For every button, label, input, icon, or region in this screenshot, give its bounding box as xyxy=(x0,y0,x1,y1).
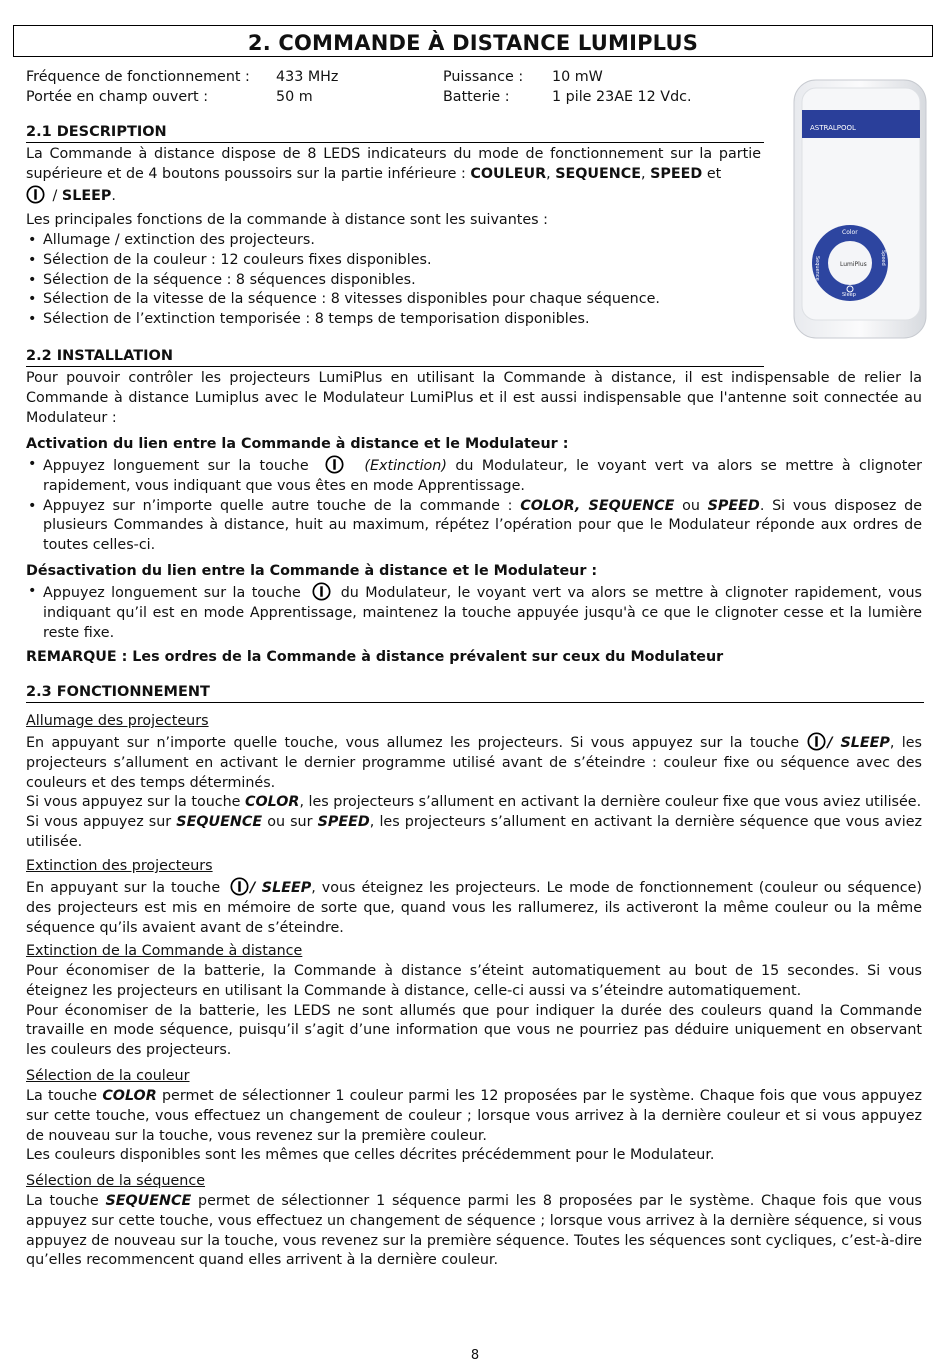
spec-power-label: Puissance : xyxy=(443,69,524,85)
extinction-projecteurs-text: En appuyant sur la touche / SLEEP, vous éteignez les projecteurs. Le mode de fonctionnement (couleur ou séquence) des projecteurs est mis en mémoire de sorte que, quand vous les rallumerez, ils activeront la même couleur ou la même séquence qu’ils avaient avant de s’éteindre. xyxy=(26,877,922,938)
device-btn-sequence: Sequence xyxy=(814,256,820,281)
activation-list xyxy=(26,455,922,556)
list-item: • Sélection de la couleur : 12 couleurs fixes disponibles. xyxy=(26,251,761,271)
deactivation-list xyxy=(26,582,922,643)
power-icon xyxy=(807,732,826,751)
list-item: • Appuyez longuement sur la touche (Extinction) du Modulateur, le voyant vert va alors se mettre à clignoter rapidement, vous indiquant que vous êtes en mode Apprentissage. xyxy=(26,455,922,497)
spec-range-label: Portée en champ ouvert : xyxy=(26,89,209,105)
list-item: • Sélection de l’extinction temporisée : 8 temps de temporisation disponibles. xyxy=(26,310,761,330)
spec-power-value: 10 mW xyxy=(552,69,603,85)
selection-sequence-text: La touche SEQUENCE permet de sélectionner 1 séquence parmi les 8 proposées par le système. Chaque fois que vous appuyez sur cette touche, vous effectuez un changement de séquence ; lorsque vous arrivez à la dernière séquence, si vous appuyez de nouveau sur la touche, vous revenez sur la première séquence. Toutes les séquences sont cycliques, c’est-à-dire qu’elles recommencent quand elles arrivent à la dernière couleur. xyxy=(26,1193,922,1269)
power-icon xyxy=(26,185,45,204)
heading-2-3: 2.3 FONCTIONNEMENT xyxy=(26,682,924,703)
device-btn-color: Color xyxy=(842,229,858,236)
subheading-extinction-projecteurs: Extinction des projecteurs xyxy=(26,858,213,874)
activation-heading: Activation du lien entre la Commande à distance et le Modulateur : xyxy=(26,436,569,452)
spec-freq-value: 433 MHz xyxy=(276,69,339,85)
s21-paragraph-2: Les principales fonctions de la commande à distance sont les suivantes : xyxy=(26,212,548,228)
page-number: 8 xyxy=(470,1348,480,1363)
device-center-label: LumiPlus xyxy=(840,261,867,268)
s21-paragraph-1: La Commande à distance dispose de 8 LEDS indicateurs du mode de fonctionnement sur la partie supérieure et de 4 boutons poussoirs sur la partie inférieure : COULEUR, SEQUENCE, SPEED et / SLEEP. xyxy=(26,146,761,204)
device-btn-speed: Speed xyxy=(880,250,886,266)
list-item: • Appuyez longuement sur la touche du Modulateur, le voyant vert va alors se mettre à clignoter rapidement, vous indiquant qu’il est en mode Apprentissage, maintenez la touche appuyée jusqu'à ce que le clignoter cesse et la lumière reste fixe. xyxy=(26,582,922,643)
subheading-selection-sequence: Sélection de la séquence xyxy=(26,1173,206,1189)
subheading-allumage: Allumage des projecteurs xyxy=(26,713,209,729)
remark: REMARQUE : Les ordres de la Commande à distance prévalent sur ceux du Modulateur xyxy=(26,649,724,665)
device-brand: ASTRALPOOL xyxy=(810,124,856,132)
list-item: • Sélection de la vitesse de la séquence : 8 vitesses disponibles pour chaque séquence. xyxy=(26,290,761,310)
page-title: 2. COMMANDE À DISTANCE LUMIPLUS xyxy=(13,25,933,57)
heading-2-2: 2.2 INSTALLATION xyxy=(26,346,764,367)
spec-range-value: 50 m xyxy=(276,89,313,105)
power-icon xyxy=(312,582,331,601)
allumage-text: En appuyant sur n’importe quelle touche, vous allumez les projecteurs. Si vous appuyez sur la touche / SLEEP, les projecteurs s’allument en activant le dernier programme utilisé avant de s’éteindre : couleur fixe ou séquence avec des couleurs et des temps déterminés. Si vous appuyez sur la touche COLOR, les projecteurs s’allument en activant la dernière couleur fixe que vous aviez utilisée. Si vous appuyez sur SEQUENCE ou sur SPEED, les projecteurs s’allument en activant la dernière séquence que vous aviez utilisée. xyxy=(26,732,922,853)
list-item: • Allumage / extinction des projecteurs. xyxy=(26,231,761,251)
deactivation-heading: Désactivation du lien entre la Commande à distance et le Modulateur : xyxy=(26,563,598,579)
s22-paragraph-1: Pour pouvoir contrôler les projecteurs LumiPlus en utilisant la Commande à distance, il est indispensable de relier la Commande à distance Lumiplus avec le Modulateur LumiPlus et il est aussi indispensable que l'antenne soit connectée au Modulateur : xyxy=(26,370,922,426)
subheading-extinction-commande: Extinction de la Commande à distance xyxy=(26,943,303,959)
device-btn-sleep: Sleep xyxy=(842,292,856,298)
spec-freq-label: Fréquence de fonctionnement : xyxy=(26,69,250,85)
subheading-selection-couleur: Sélection de la couleur xyxy=(26,1068,190,1084)
extinction-commande-text: Pour économiser de la batterie, la Commande à distance s’éteint automatiquement au bout de 15 secondes. Si vous éteignez les projecteurs en utilisant la Commande à distance, celle-ci aussi va s’éteindre automatiquement. Pour économiser de la batterie, les LEDS ne sont allumés que pour indiquer la durée des couleurs quand la Commande travaille en mode séquence, puisqu’il s’agit d’une information que vous ne pourriez pas déduire uniquement en observant les couleurs des projecteurs. xyxy=(26,963,922,1059)
spec-battery-value: 1 pile 23AE 12 Vdc. xyxy=(552,89,692,105)
power-icon xyxy=(325,455,344,474)
list-item: • Appuyez sur n’importe quelle autre touche de la commande : COLOR, SEQUENCE ou SPEED. Si vous disposez de plusieurs Commandes à distance, huit au maximum, répétez l’opération pour que le Modulateur réponde aux ordres de toutes celles-ci. xyxy=(26,497,922,556)
s21-bullet-list xyxy=(26,231,761,330)
power-icon xyxy=(230,877,249,896)
list-item: • Sélection de la séquence : 8 séquences disponibles. xyxy=(26,271,761,291)
heading-2-1: 2.1 DESCRIPTION xyxy=(26,122,764,143)
remote-control-image xyxy=(790,78,930,340)
spec-battery-label: Batterie : xyxy=(443,89,510,105)
selection-couleur-text: La touche COLOR permet de sélectionner 1 couleur parmi les 12 proposées par le système. Chaque fois que vous appuyez sur cette touche, vous effectuez un changement de couleur ; lorsque vous arrivez à la dernière couleur et si vous appuyez de nouveau sur la touche, vous revenez sur la première couleur. Les couleurs disponibles sont les mêmes que celles décrites précédemment pour le Modulateur. xyxy=(26,1088,922,1164)
